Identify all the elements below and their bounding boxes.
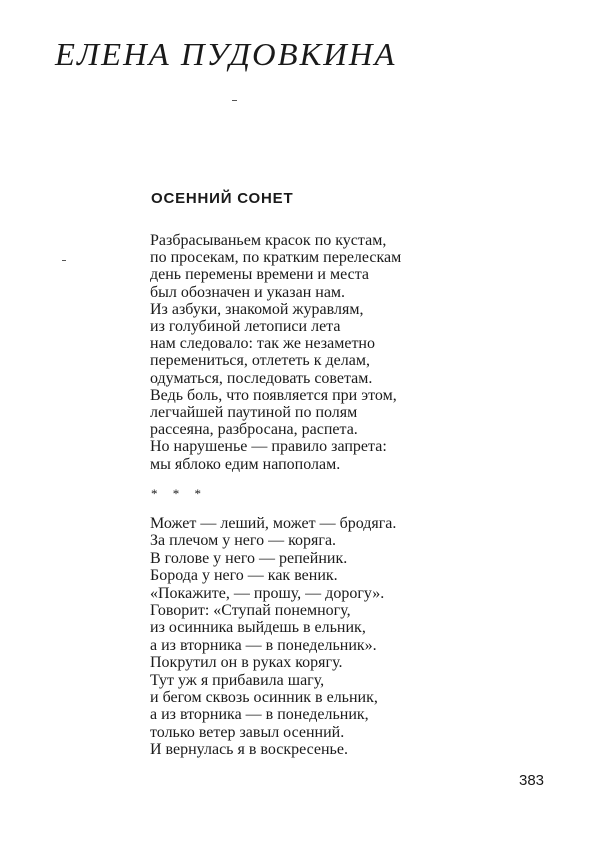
poem-title: ОСЕННИЙ СОНЕТ <box>151 190 294 207</box>
poem-line: нам следовало: так же незаметно <box>150 335 375 353</box>
poem-line: из осинника выйдешь в ельник, <box>150 619 366 637</box>
poem-line: по просекам, по кратким перелескам <box>150 249 402 267</box>
poem-line: И вернулась я в воскресенье. <box>150 741 348 759</box>
poem-line: В голове у него — репейник. <box>150 549 348 567</box>
poem-line: Но нарушенье — правило запрета: <box>150 438 387 456</box>
poem-line: Может — леший, может — бродяга. <box>150 515 397 532</box>
poem-line: а из вторника — в понедельник». <box>150 636 377 654</box>
poem-line: Покрутил он в руках корягу. <box>150 654 343 672</box>
poem-line: рассеяна, разбросана, распета. <box>150 421 358 439</box>
author-name: ЕЛЕНА ПУДОВКИНА <box>55 36 397 72</box>
poem-line: Тут уж я прибавила шагу, <box>150 671 325 689</box>
section-separator: * * * <box>151 486 207 501</box>
poem-line: «Покажите, — прошу, — дорогу». <box>150 584 385 602</box>
scan-speck <box>232 100 237 101</box>
poem-line: из голубиной летописи лета <box>150 318 341 336</box>
poem-line: Разбрасываньем красок по кустам, <box>150 232 387 249</box>
scan-speck <box>62 260 66 261</box>
poem-line: Из азбуки, знакомой журавлям, <box>150 300 364 318</box>
poem-line: перемениться, отлететь к делам, <box>150 352 370 370</box>
poem-line: Борода у него — как веник. <box>150 567 338 585</box>
poem-line: день перемены времени и места <box>150 266 369 284</box>
poem-line: Ведь боль, что появляется при этом, <box>150 386 397 404</box>
poem-line: и бегом сквозь осинник в ельник, <box>150 689 378 707</box>
poem-line: За плечом у него — коряга. <box>150 532 337 550</box>
poem-line: а из вторника — в понедельник, <box>150 706 369 724</box>
poem-line: легчайшей паутиной по полям <box>150 404 358 422</box>
poem-line: мы яблоко едим напополам. <box>150 455 341 473</box>
page-number: 383 <box>519 772 545 789</box>
poem-line: был обозначен и указан нам. <box>150 283 346 301</box>
poem-line: Говорит: «Ступай понемногу, <box>150 602 351 620</box>
poem-untitled <box>150 515 396 759</box>
poem-autumn-sonnet <box>150 232 401 473</box>
poem-line: одуматься, последовать советам. <box>150 369 373 387</box>
poem-line: только ветер завыл осенний. <box>150 723 345 741</box>
